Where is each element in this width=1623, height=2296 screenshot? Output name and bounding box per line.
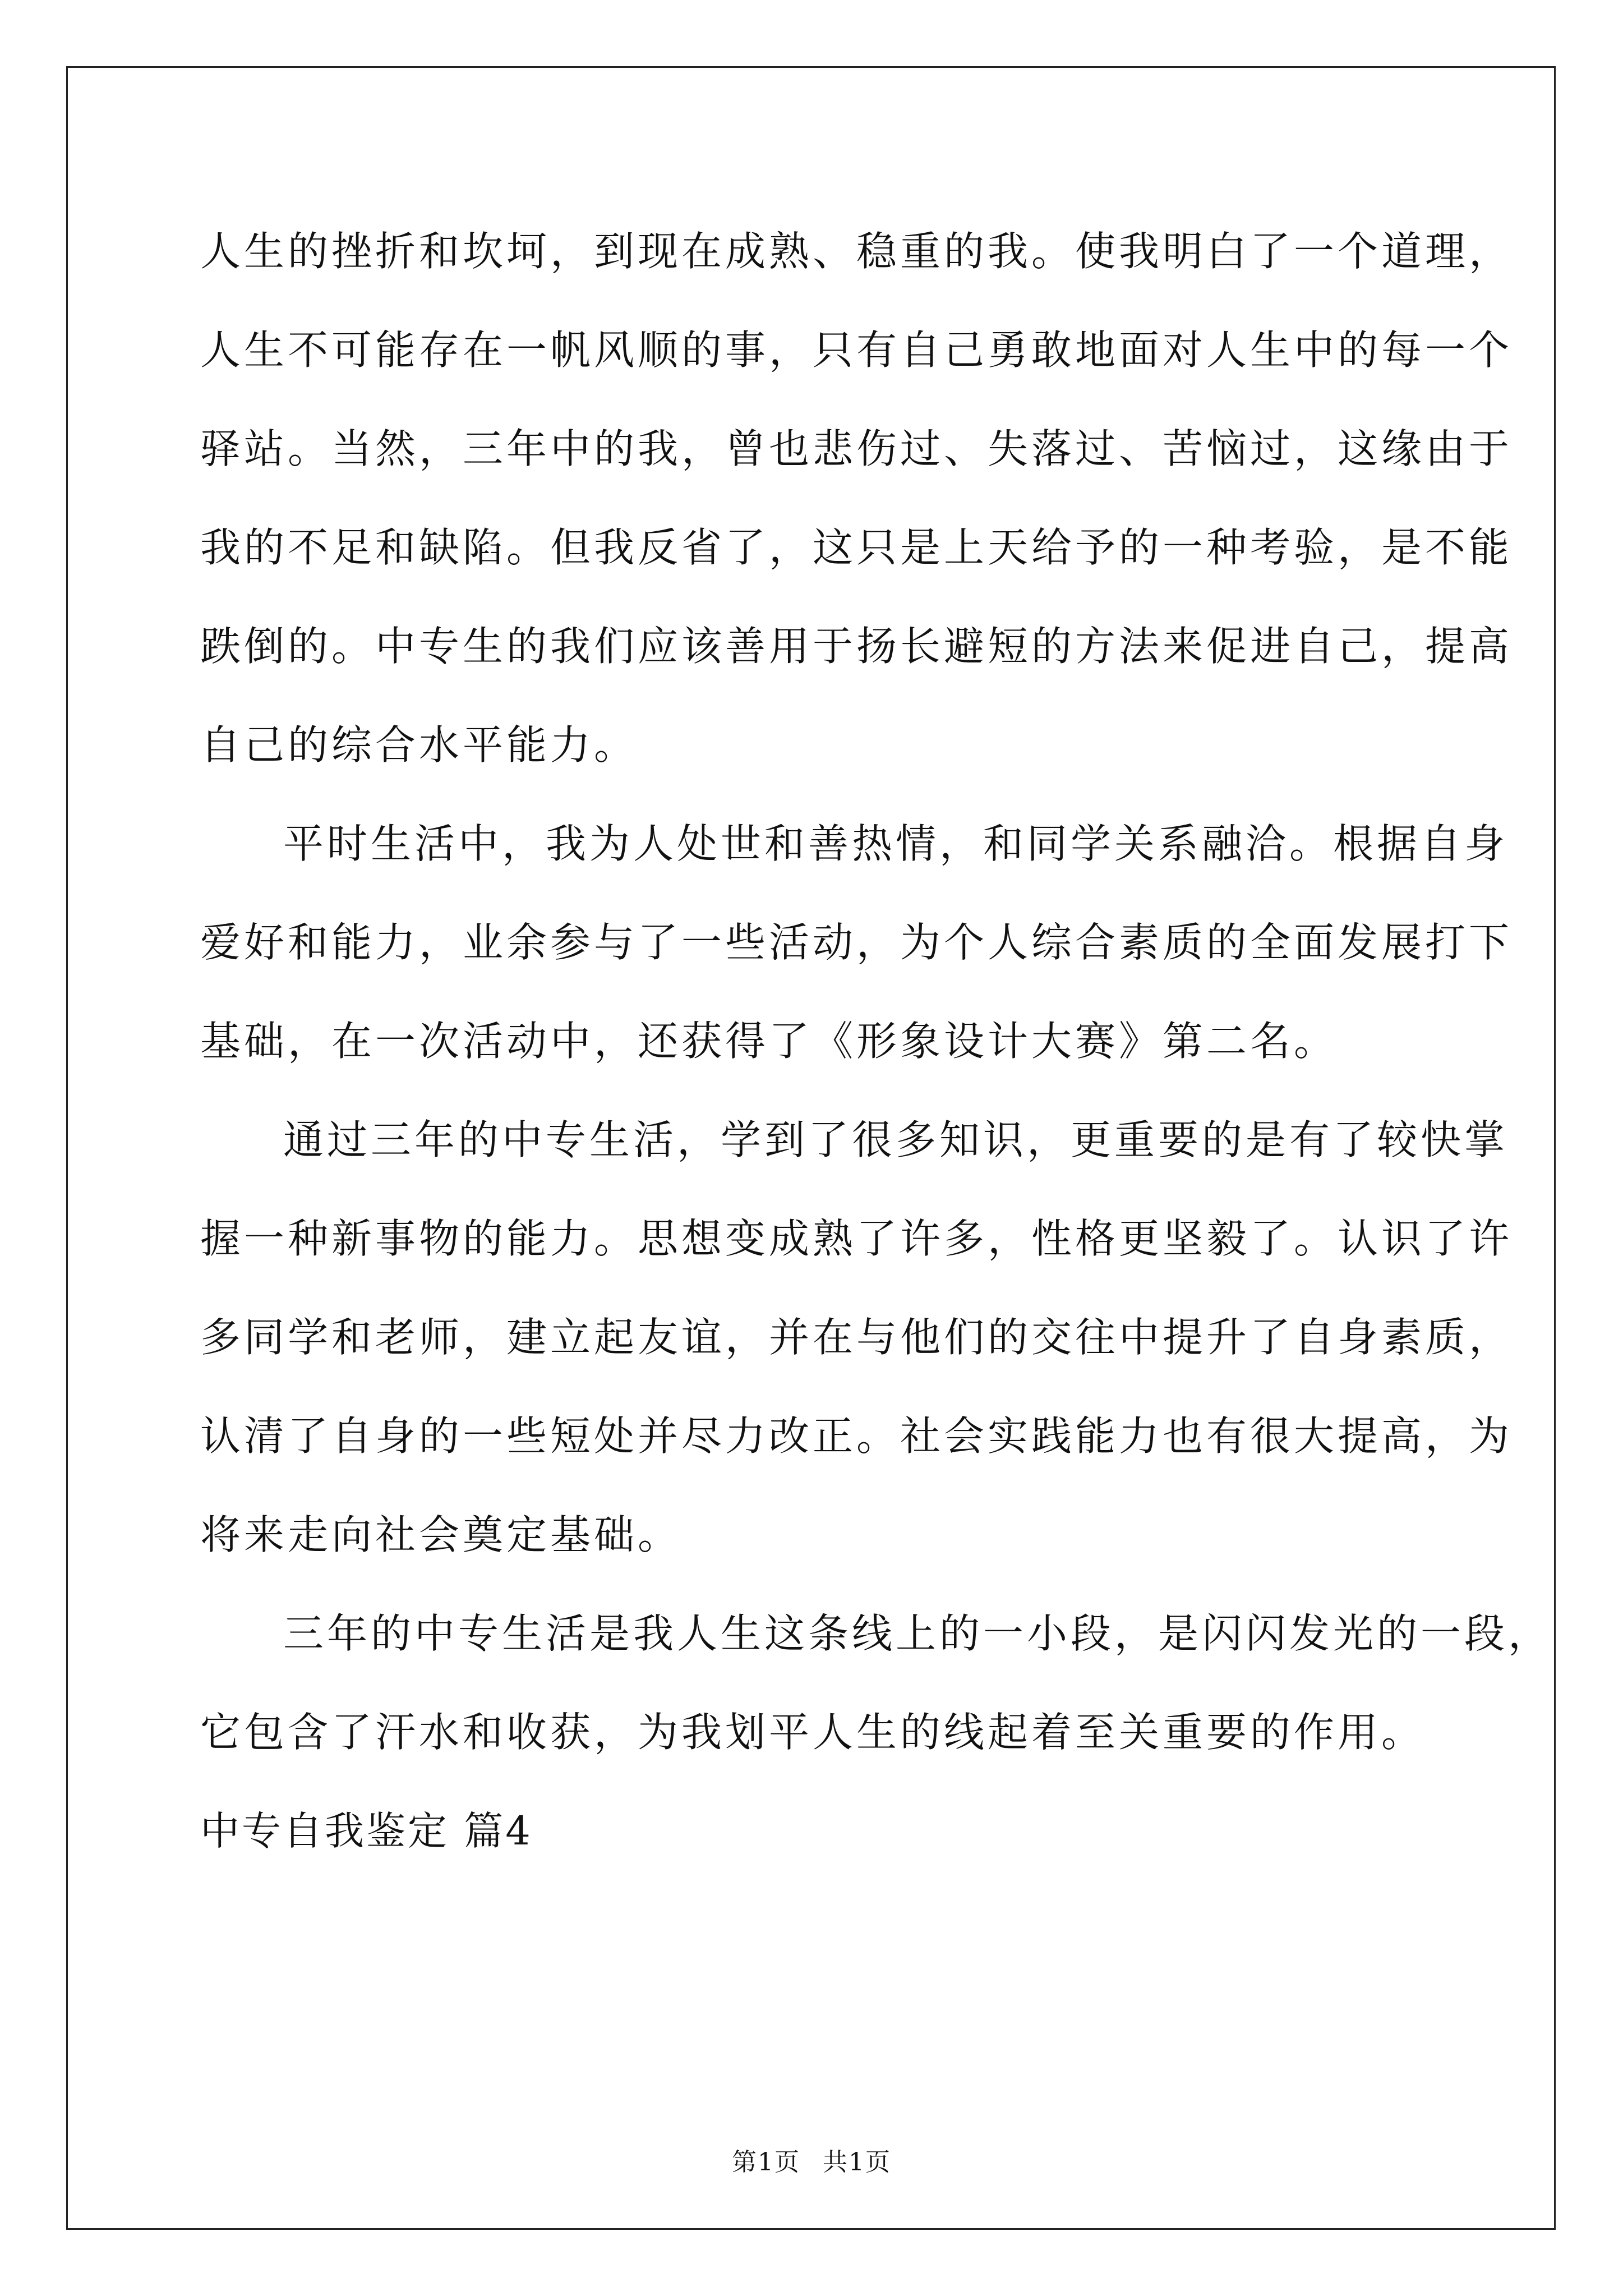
paragraph-line: 基础，在一次活动中，还获得了《形象设计大赛》第二名。 xyxy=(200,1018,1338,1065)
page-total: 共1页 xyxy=(823,2148,891,2177)
paragraph-line: 人生不可能存在一帆风顺的事，只有自己勇敢地面对人生中的每一个 xyxy=(200,326,1513,374)
paragraph-1 xyxy=(200,202,1513,794)
paragraph-line: 爱好和能力，业余参与了一些活动，为个人综合素质的全面发展打下 xyxy=(200,919,1513,966)
paragraph-line: 通过三年的中专生活，学到了很多知识，更重要的是有了较快掌 xyxy=(283,1116,1509,1163)
paragraph-3 xyxy=(200,1091,1513,1584)
paragraph-line: 驿站。当然，三年中的我，曾也悲伤过、失落过、苦恼过，这缘由于 xyxy=(200,425,1513,472)
paragraph-line: 三年的中专生活是我人生这条线上的一小段，是闪闪发光的一段， xyxy=(283,1610,1552,1657)
paragraph-4 xyxy=(200,1584,1552,1782)
paragraph-line: 它包含了汗水和收获，为我划平人生的线起着至关重要的作用。 xyxy=(200,1709,1426,1756)
document-body xyxy=(200,202,1552,1880)
paragraph-line: 平时生活中，我为人处世和善热情，和同学关系融洽。根据自身 xyxy=(283,820,1509,867)
paragraph-2 xyxy=(200,794,1513,1091)
page-number: 第1页 xyxy=(732,2148,800,2177)
section-heading: 中专自我鉴定 篇4 xyxy=(200,1808,533,1854)
paragraph-line: 跌倒的。中专生的我们应该善用于扬长避短的方法来促进自己，提高 xyxy=(200,623,1513,670)
paragraph-line: 自己的综合水平能力。 xyxy=(200,721,638,769)
paragraph-line: 将来走向社会奠定基础。 xyxy=(200,1511,682,1558)
paragraph-line: 我的不足和缺陷。但我反省了，这只是上天给予的一种考验，是不能 xyxy=(200,524,1513,571)
paragraph-line: 多同学和老师，建立起友谊，并在与他们的交往中提升了自身素质， xyxy=(200,1314,1513,1361)
page-footer xyxy=(0,2142,1623,2178)
paragraph-line: 人生的挫折和坎坷，到现在成熟、稳重的我。使我明白了一个道理， xyxy=(200,228,1513,275)
paragraph-line: 握一种新事物的能力。思想变成熟了许多，性格更坚毅了。认识了许 xyxy=(200,1215,1513,1262)
paragraph-line: 认清了自身的一些短处并尽力改正。社会实践能力也有很大提高，为 xyxy=(200,1412,1513,1460)
